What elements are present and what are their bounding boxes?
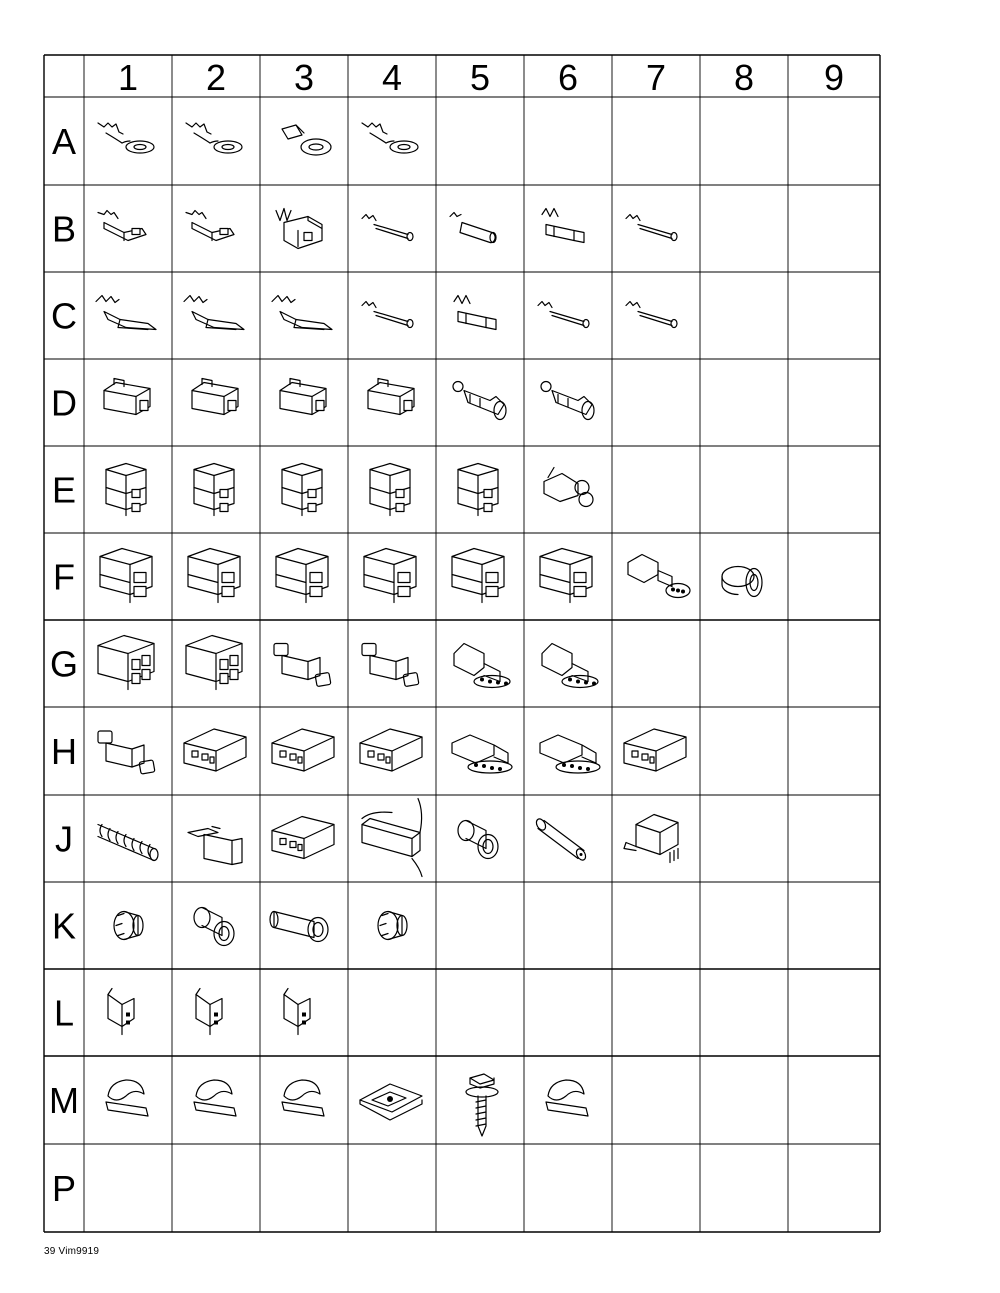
relay-icon [624,815,678,863]
socket-terminal-icon [454,296,496,330]
connector-housing-1way-icon [368,379,414,415]
connector-housing-multiway-icon [272,817,334,859]
grid-headers [49,57,844,1209]
row-header-A: A [51,121,77,162]
seal-plug-icon [378,912,407,940]
pin-terminal-insulated-icon [450,213,496,243]
sealed-connector-1way-icon [453,382,506,420]
column-header-9: 9 [823,57,845,98]
connector-housing-3way-icon [100,549,152,603]
flat-tab-terminal-icon [96,296,156,330]
connector-housing-3way-icon [276,549,328,603]
column-header-5: 5 [469,57,491,98]
row-header-C: C [51,295,77,337]
row-header-P: P [51,1168,77,1209]
socket-terminal-icon [542,209,584,243]
box-terminal-icon [276,209,322,249]
connector-housing-2way-icon [282,464,322,516]
connector-housing-3way-icon [540,549,592,603]
sealed-connector-4way-icon [454,644,510,688]
connector-housing-2way-icon [106,464,146,516]
ring-terminal-icon [186,123,242,153]
connector-housing-multiway-icon [360,729,422,771]
grid-parts [96,123,762,1136]
connector-housing-1way-icon [104,379,150,415]
row-header-G: G [49,643,79,685]
connector-housing-multiway-icon [184,729,246,771]
flat-tab-terminal-icon [272,296,332,330]
grid-lines [44,55,880,1232]
fuse-holder-icon [188,827,242,865]
connector-housing-4way-icon [186,636,242,690]
connector-housing-1way-icon [280,379,326,415]
retaining-clip-icon [196,989,222,1035]
column-header-3: 3 [293,57,315,98]
pin-terminal-icon [626,302,677,328]
spade-terminal-icon [186,211,234,241]
bulb-holder-icon [458,821,498,859]
column-header-2: 2 [205,57,227,98]
connector-housing-3way-icon [364,549,416,603]
connector-housing-4way-icon [98,636,154,690]
column-header-6: 6 [557,57,579,98]
screw-icon [466,1074,498,1136]
pin-terminal-icon [362,302,413,328]
ring-terminal-icon [98,123,154,153]
column-header-1: 1 [117,57,139,98]
row-header-E: E [51,469,77,511]
sealed-connector-2way-icon [544,468,593,507]
column-header-4: 4 [381,57,403,98]
retaining-clip-icon [284,989,310,1035]
pin-terminal-icon [362,215,413,241]
corrugated-sleeve-icon [98,825,158,861]
row-header-M: M [49,1080,79,1121]
cable-clip-icon [546,1080,588,1116]
sealed-connector-multiway-icon [452,735,512,773]
sealed-connector-4way-icon [542,644,598,688]
row-header-D: D [51,382,77,424]
bulb-holder-icon [194,908,234,946]
row-header-J: J [55,818,73,860]
connector-housing-2way-icon [370,464,410,516]
connector-housing-with-seal-icon [98,731,155,774]
connector-housing-2way-icon [458,464,498,516]
grommet-connector-icon [722,567,762,597]
cable-clip-icon [282,1080,324,1116]
insulation-sleeve-icon [535,817,588,861]
connector-housing-3way-icon [452,549,504,603]
connector-housing-multiway-icon [624,729,686,771]
row-header-H: H [51,731,77,772]
sealed-connector-3way-icon [628,555,690,598]
ring-terminal-icon [362,123,418,153]
row-header-L: L [53,992,75,1034]
cable-clip-icon [106,1080,148,1116]
blanking-plug-icon [270,912,328,942]
retaining-clip-icon [108,989,134,1035]
connector-housing-with-seal-icon [274,644,331,687]
cable-clip-icon [194,1080,236,1116]
column-header-8: 8 [733,57,755,98]
connector-housing-3way-icon [188,549,240,603]
row-header-K: K [51,905,77,947]
fuse-holder-with-leads-icon [362,799,422,877]
flat-tab-terminal-icon [184,296,244,330]
figure-code: 39 Vim9919 [44,1246,100,1257]
cable-tie-mount-icon [360,1084,422,1120]
row-header-B: B [51,208,77,250]
spade-terminal-icon [98,211,146,241]
seal-plug-icon [114,912,143,940]
connector-housing-1way-icon [192,379,238,415]
sealed-connector-1way-icon [541,382,594,420]
column-header-7: 7 [645,57,667,98]
connector-housing-with-seal-icon [362,644,419,687]
connector-housing-2way-icon [194,464,234,516]
pin-terminal-icon [538,302,589,328]
ring-terminal-insulated-icon [282,125,331,155]
connector-housing-multiway-icon [272,729,334,771]
sealed-connector-multiway-icon [540,735,600,773]
row-header-F: F [53,556,75,598]
pin-terminal-icon [626,215,677,241]
